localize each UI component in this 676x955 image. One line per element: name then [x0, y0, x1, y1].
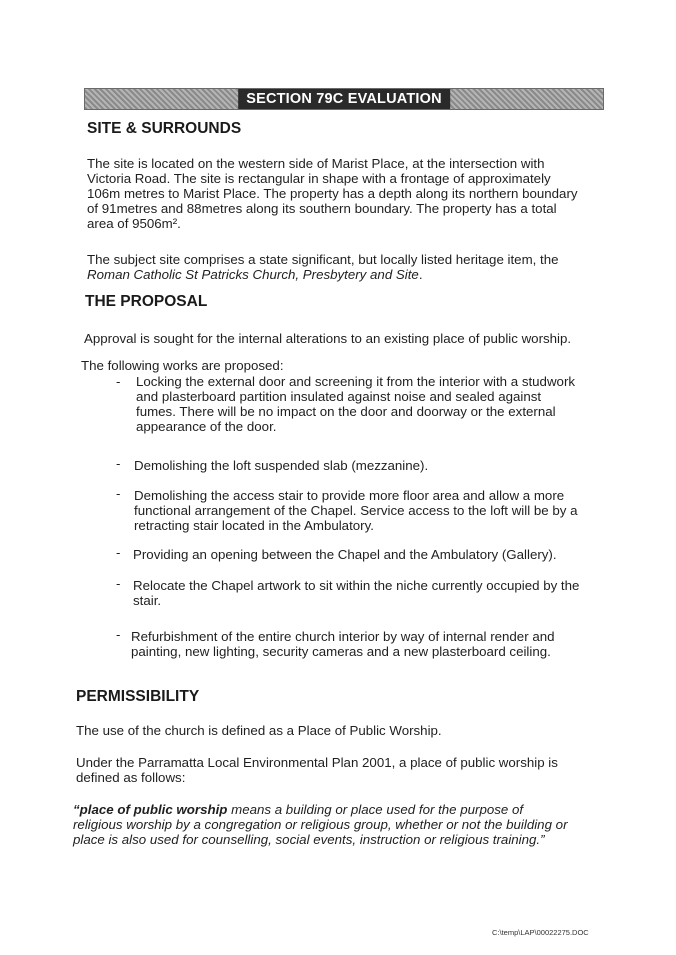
- proposal-heading: THE PROPOSAL: [85, 293, 208, 310]
- permissibility-paragraph-1: [76, 723, 442, 738]
- text-line: place is also used for counselling, social events, instruction or religious training.”: [73, 832, 545, 847]
- list-dash: -: [116, 545, 121, 560]
- list-item: [134, 458, 428, 473]
- text-line: Victoria Road. The site is rectangular in shape with a frontage of approximately: [87, 171, 551, 186]
- text-line: [73, 802, 568, 817]
- list-dash: -: [116, 486, 121, 501]
- list-dash: -: [116, 456, 121, 471]
- text-line: functional arrangement of the Chapel. Service access to the loft will be by a: [134, 503, 578, 518]
- list-item: [134, 488, 577, 533]
- text-line: Approval is sought for the internal alterations to an existing place of public worship.: [84, 331, 572, 346]
- text-line: defined as follows:: [76, 770, 186, 785]
- text-line: Locking the external door and screening it from the interior with a studwork: [136, 374, 576, 389]
- site-heading: SITE & SURROUNDS: [87, 120, 242, 137]
- text-line: stair.: [133, 593, 162, 608]
- list-item: [133, 547, 557, 562]
- site-paragraph-1: [87, 156, 578, 231]
- text-line: Demolishing the access stair to provide more floor area and allow a more: [134, 488, 565, 503]
- defined-term: “place of public worship: [73, 802, 228, 817]
- list-dash: -: [116, 627, 121, 642]
- permissibility-paragraph-2: [76, 755, 558, 785]
- text-line: Under the Parramatta Local Environmental Plan 2001, a place of public worship is: [76, 755, 558, 770]
- list-item: [131, 629, 555, 659]
- works-intro: [81, 358, 284, 373]
- text-line: The use of the church is defined as a Place of Public Worship.: [76, 723, 442, 738]
- section-banner-title: SECTION 79C EVALUATION: [238, 89, 450, 109]
- site-paragraph-2: [87, 252, 559, 282]
- text-line: retracting stair located in the Ambulatory.: [134, 518, 374, 533]
- text-line: and plasterboard partition insulated against noise and sealed against: [136, 389, 542, 404]
- text-fragment: .: [418, 267, 423, 282]
- list-item: [133, 578, 579, 608]
- text-line: The site is located on the western side of Marist Place, at the intersection with: [87, 156, 545, 171]
- permissibility-heading: PERMISSIBILITY: [76, 688, 200, 705]
- text-line: Relocate the Chapel artwork to sit within the niche currently occupied by the: [133, 578, 580, 593]
- text-line: area of 9506m².: [87, 216, 181, 231]
- proposal-intro: [84, 331, 571, 346]
- text-line: 106m metres to Marist Place. The property has a depth along its northern boundary: [87, 186, 578, 201]
- section-banner: [84, 88, 604, 110]
- text-line: appearance of the door.: [136, 419, 277, 434]
- text-fragment: means a building or place used for the purpose of: [227, 802, 524, 817]
- list-item: [136, 374, 575, 434]
- text-line: fumes. There will be no impact on the door and doorway or the external: [136, 404, 556, 419]
- text-line: The subject site comprises a state significant, but locally listed heritage item, the: [87, 252, 559, 267]
- list-dash: -: [116, 576, 121, 591]
- text-line: religious worship by a congregation or religious group, whether or not the building or: [73, 817, 568, 832]
- list-dash: -: [116, 374, 121, 389]
- heritage-item-name: Roman Catholic St Patricks Church, Presbytery and Site: [87, 267, 419, 282]
- text-line: of 91metres and 88metres along its southern boundary. The property has a total: [87, 201, 557, 216]
- text-line: Refurbishment of the entire church interior by way of internal render and: [131, 629, 555, 644]
- text-line: The following works are proposed:: [81, 358, 284, 373]
- text-line: painting, new lighting, security cameras and a new plasterboard ceiling.: [131, 644, 551, 659]
- text-line: [87, 267, 559, 282]
- definition-quote: [73, 802, 568, 847]
- text-line: Providing an opening between the Chapel and the Ambulatory (Gallery).: [133, 547, 557, 562]
- document-footer: C:\temp\LAP\00022275.DOC: [492, 928, 589, 937]
- text-line: Demolishing the loft suspended slab (mezzanine).: [134, 458, 429, 473]
